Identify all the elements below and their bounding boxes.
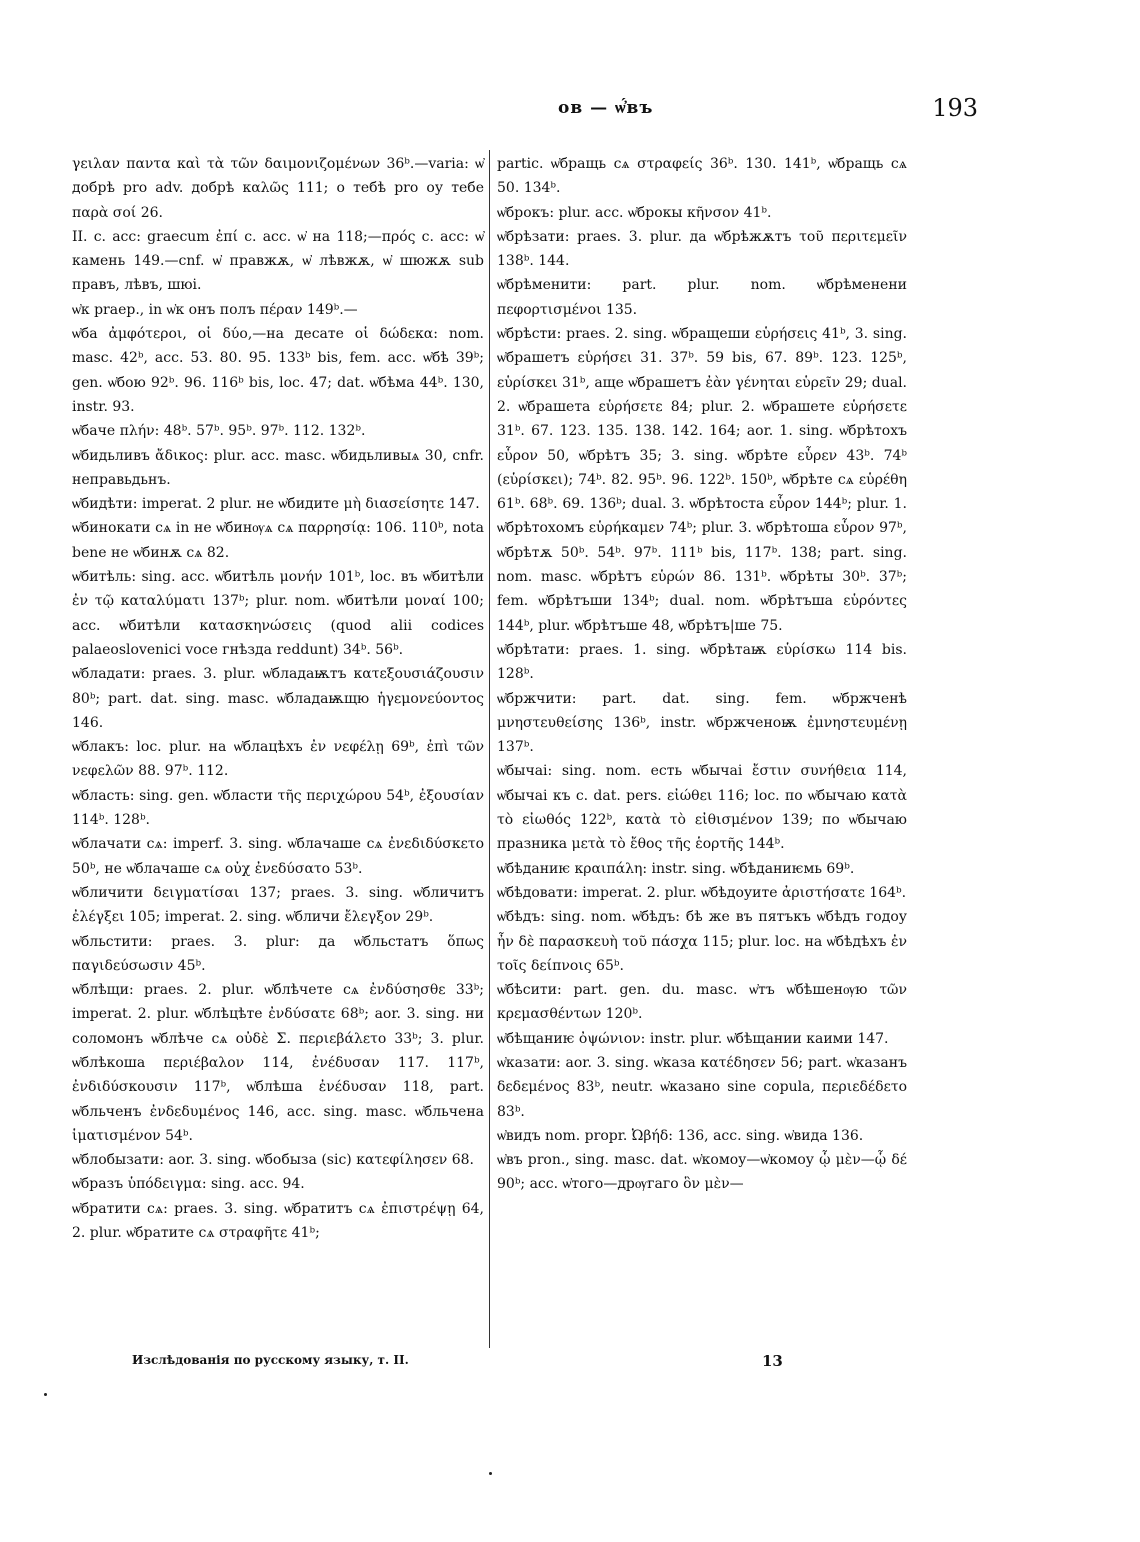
- page-header: [118, 94, 978, 138]
- entry: ѡ҆бразъ ὑπόδειγμα: sing. acc. 94.: [72, 1176, 305, 1193]
- right-column: [497, 152, 907, 1197]
- entry: ѡ҆к praep., in ѡ҆к онъ полъ πέραν 149ᵇ.—: [72, 301, 358, 318]
- running-head: ов — ѡ҆́въ: [558, 98, 654, 118]
- entry: ѡ҆казати: aor. 3. sing. ѡ҆каза κατέδησεν 56; part. ѡ҆казанъ δεδεμένος 83ᵇ, neutr. ѡ҆казано sine copula, περιεδέδετο 83ᵇ.: [497, 1054, 907, 1120]
- speck: [489, 1472, 492, 1475]
- entry: ѡ҆брѣсти: praes. 2. sing. ѡ҆бращеши εὑρήσεις 41ᵇ, 3. sing. ѡ҆брашетъ εὑρήσει 31. 37ᵇ. 59 bis, 67. 89ᵇ. 123. 125ᵇ, εὑρίσκει 31ᵇ, аще ѡ҆брашетъ ἐὰν γένηται εὑρεῖν 29; dual. 2. ѡ҆брашета εὑρήσετε 84; plur. 2. ѡ҆брашете εὑρήσετε 31ᵇ. 67. 123. 135. 138. 142. 164; aor. 1. sing. ѡ҆брѣтохъ εὗρον 50, ѡ҆брѣтъ 35; 3. sing. ѡ҆брѣте εὗρεν 43ᵇ. 74ᵇ (εὑρίσκει); 74ᵇ. 82. 95ᵇ. 96. 122ᵇ. 150ᵇ, ѡ҆брѣте сѧ εὑρέθη 61ᵇ. 68ᵇ. 69. 136ᵇ; dual. 3. ѡ҆брѣтоста εὗρον 144ᵇ; plur. 1. ѡ҆брѣтохомъ εὑρήκαμεν 74ᵇ; plur. 3. ѡ҆брѣтоша εὗρον 97ᵇ, ѡ҆брѣтѫ 50ᵇ. 54ᵇ. 97ᵇ. 111ᵇ bis, 117ᵇ. 138; part. sing. nom. masc. ѡ҆брѣтъ εὑρών 86. 131ᵇ. ѡ҆брѣты 30ᵇ. 37ᵇ; fem. ѡ҆брѣтъши 134ᵇ; dual. nom. ѡ҆брѣтъша εὑρόντες 144ᵇ, plur. ѡ҆брѣтъше 48, ѡ҆брѣтъ|ше 75.: [497, 326, 907, 634]
- entry: ѡ҆блакъ: loc. plur. на ѡ҆блацѣхъ ἐν νεφέλῃ 69ᵇ, ἐπὶ τῶν νεφελῶν 88. 97ᵇ. 112.: [72, 739, 484, 780]
- entry: ѡ҆битѣль: sing. acc. ѡ҆битѣль μονήν 101ᵇ, loc. въ ѡ҆битѣли ἐν τῷ καταλύματι 137ᵇ; plur. nom. ѡ҆битѣли μοναί 100; acc. ѡ҆битѣли κατασκηνώσεις (quod alii codices palaeoslovenici voce гнѣзда reddunt) 34ᵇ. 56ᵇ.: [72, 569, 484, 658]
- entry: ѡ҆бльстити: praes. 3. plur: да ѡ҆бльстатъ ὅπως παγιδεύσωσιν 45ᵇ.: [72, 933, 484, 974]
- entry: ѡ҆брѣменити: part. plur. nom. ѡ҆брѣменени πεφορτισμένοι 135.: [497, 277, 907, 318]
- entry: ѡ҆ба ἀμφότεροι, οἱ δύο,—на десате οἱ δώδεκα: nom. masc. 42ᵇ, acc. 53. 80. 95. 133ᵇ bis, fem. acc. ѡ҆бѣ 39ᵇ; gen. ѡ҆бою 92ᵇ. 96. 116ᵇ bis, loc. 47; dat. ѡ҆бѣма 44ᵇ. 130, instr. 93.: [72, 326, 484, 415]
- entry: ѡ҆бидѣти: imperat. 2 plur. не ѡ҆бидите μὴ διασείσητε 147.: [72, 496, 480, 513]
- entry: γειλαν παντα καὶ τὰ τῶν δαιμονιζομένων 36ᵇ.—varia: ѡ҆ добрѣ pro adv. добрѣ καλῶς 111; о тебѣ pro оу тебе παρὰ σοί 26.: [72, 156, 484, 221]
- entry: ѡ҆въ pron., sing. masc. dat. ѡ҆комоу—ѡ҆комоу ᾧ μὲν—ᾧ δέ 90ᵇ; acc. ѡ҆того—дрѹгаго ὃν μὲν—: [497, 1152, 907, 1193]
- entry: ѡ҆бѣдовати: imperat. 2. plur. ѡ҆бѣдоуите ἀριστήσατε 164ᵇ.: [497, 884, 907, 901]
- entry: ѡ҆брѣзати: praes. 3. plur. да ѡ҆брѣжѫтъ τοῦ περιτεμεῖν 138ᵇ. 144.: [497, 228, 907, 270]
- series-title: Изслѣдованія по русскому языку, т. II.: [132, 1353, 409, 1367]
- entry: ѡ҆брокъ: plur. acc. ѡ҆брокы κῆνσον 41ᵇ.: [497, 204, 772, 221]
- column-divider: [489, 150, 490, 1348]
- entry: ѡ҆бржчити: part. dat. sing. fem. ѡ҆бржченѣ μνηστευθείσης 136ᵇ, instr. ѡ҆бржченоѭ ἐμνηστευμένῃ 137ᵇ.: [497, 690, 907, 756]
- page-number: 193: [932, 94, 978, 122]
- entry: ѡ҆брѣтати: praes. 1. sing. ѡ҆брѣтаѭ εὑρίσκω 114 bis. 128ᵇ.: [497, 641, 907, 683]
- entry: ѡ҆бинокати сѧ in не ѡ҆бинѹѧ сѧ παρρησίᾳ: 106. 110ᵇ, nota bene не ѡ҆бинѫ сѧ 82.: [72, 520, 484, 561]
- entry: ѡ҆бычаі: sing. nom. есть ѡ҆бычаі ἔστιν συνήθεια 114, ѡ҆бычаі къ c. dat. pers. εἰώθει 116; loc. по ѡ҆бычаю κατὰ τὸ εἰωθός 122ᵇ, κατὰ τὸ εἰθισμένον 139; по ѡ҆бычаю празника μετὰ τὸ ἔθος τῆς ἑορτῆς 144ᵇ.: [497, 763, 907, 853]
- entry: ѡ҆видъ nom. propr. Ὠβήδ: 136, acc. sing. ѡ҆вида 136.: [497, 1127, 864, 1144]
- entry: ѡ҆бѣсити: part. gen. du. masc. ѡ҆тъ ѡ҆бѣшенѹю τῶν κρεμασθέντων 120ᵇ.: [497, 982, 907, 1023]
- entry: ѡ҆бѣданиѥ κραιπάλη: instr. sing. ѡ҆бѣданиѥмь 69ᵇ.: [497, 860, 855, 877]
- entry: ѡ҆блѣщи: praes. 2. plur. ѡ҆блѣчете сѧ ἐνδύσησθε 33ᵇ; imperat. 2. plur. ѡ҆блѣцѣте ἐνδύσατε 68ᵇ; aor. 3. sing. ни соломонъ ѡ҆блѣче сѧ οὐδὲ Σ. περιεβάλετο 33ᵇ; 3. plur. ѡ҆блѣкоша περιέβαλον 114, ἐνέδυσαν 117. 117ᵇ, ἐνδιδύσκουσιν 117ᵇ, ѡ҆блѣша ἐνέδυσαν 118, part. ѡ҆бльченъ ἐνδεδυμένος 146, acc. sing. masc. ѡ҆бльчена ἱματισμένον 54ᵇ.: [72, 982, 484, 1144]
- entry: ѡ҆бидьливъ ἄδικος: plur. acc. masc. ѡ҆бидьливыѧ 30, cnfr. неправьдьнъ.: [72, 447, 484, 488]
- entry: II. c. acc: graecum ἐπί c. acc. ѡ҆ на 118;—πρός c. acc: ѡ҆ камень 149.—cnf. ѡ҆ правжѫ, ѡ҆ лѣвжѫ, ѡ҆ шюжѫ sub правъ, лѣвъ, шюі.: [72, 228, 484, 294]
- entry: ѡ҆бѣщаниѥ ὀψώνιον: instr. plur. ѡ҆бѣщании каими 147.: [497, 1030, 889, 1047]
- entry: ѡ҆бладати: praes. 3. plur. ѡ҆бладаѭтъ κατεξουσιάζουσιν 80ᵇ; part. dat. sing. masc. ѡ҆бладаѭщю ἡγεμονεύοντος 146.: [72, 666, 484, 731]
- entry: ѡ҆баче πλήν: 48ᵇ. 57ᵇ. 95ᵇ. 97ᵇ. 112. 132ᵇ.: [72, 423, 366, 440]
- signature-mark: 13: [762, 1352, 783, 1370]
- entry: ѡ҆блобызати: aor. 3. sing. ѡ҆бобыза (sic) κατεφίλησεν 68.: [72, 1152, 474, 1169]
- entry: ѡ҆бѣдъ: sing. nom. ѡ҆бѣдъ: бѣ же въ пятъкъ ѡ҆бѣдъ годоу ἦν δὲ παρασκευὴ τοῦ πάσχα 115; plur. loc. на ѡ҆бѣдѣхъ ἐν τοῖς δείπνοις 65ᵇ.: [497, 909, 907, 974]
- entry: ѡ҆братити сѧ: praes. 3. sing. ѡ҆братитъ сѧ ἐπιστρέψῃ 64, 2. plur. ѡ҆братите сѧ στραφῆτε 41ᵇ;: [72, 1200, 484, 1242]
- entry: ѡ҆бласть: sing. gen. ѡ҆бласти τῆς περιχώρου 54ᵇ, ἐξουσίαν 114ᵇ. 128ᵇ.: [72, 787, 484, 829]
- speck: [44, 1393, 47, 1396]
- left-column: [72, 152, 484, 1245]
- entry: partic. ѡ҆бращь сѧ στραφείς 36ᵇ. 130. 141ᵇ, ѡ҆бращь сѧ 50. 134ᵇ.: [497, 156, 907, 197]
- entry: ѡ҆бличити δειγματίσαι 137; praes. 3. sing. ѡ҆бличитъ ἐλέγξει 105; imperat. 2. sing. ѡ҆бличи ἔλεγξον 29ᵇ.: [72, 884, 484, 926]
- entry: ѡ҆блачати сѧ: imperf. 3. sing. ѡ҆блачаше сѧ ἐνεδιδύσκετο 50ᵇ, не ѡ҆блачаше сѧ οὐχ ἐνεδύσατο 53ᵇ.: [72, 836, 484, 877]
